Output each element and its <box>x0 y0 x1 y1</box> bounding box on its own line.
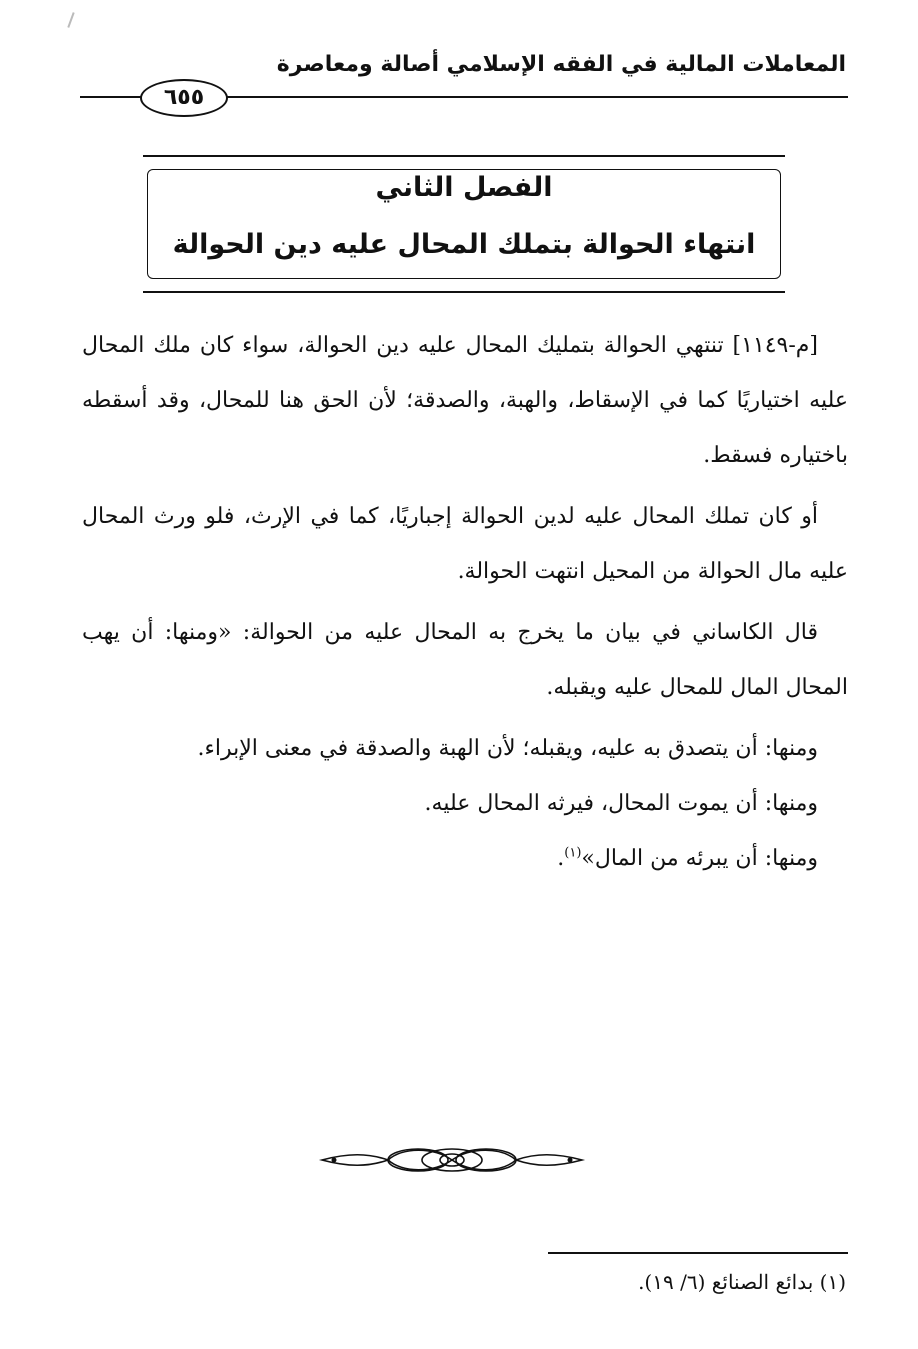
stray-pencil-mark <box>67 12 74 28</box>
chapter-title: انتهاء الحوالة بتملك المحال عليه دين الحوالة <box>172 229 756 260</box>
body-text <box>82 318 848 886</box>
quote-line: ومنها: أن يموت المحال، فيرثه المحال عليه. <box>424 791 818 816</box>
paragraph: قال الكاساني في بيان ما يخرج به المحال عليه من الحوالة: «ومنها: أن يهب المحال المال للمحال عليه ويقبله. <box>82 620 848 700</box>
chapter-label: الفصل الثاني <box>375 172 553 203</box>
footnote-ref: (١) <box>564 845 582 861</box>
running-header-title: المعاملات المالية في الفقه الإسلامي أصالة ومعاصرة <box>276 52 846 77</box>
footnote-separator <box>548 1252 848 1254</box>
chapter-heading-frame <box>143 155 785 293</box>
quote-last-period: . <box>557 846 565 871</box>
quote-line: ومنها: أن يتصدق به عليه، ويقبله؛ لأن الهبة والصدقة في معنى الإبراء. <box>197 736 818 761</box>
quote-last-text: ومنها: أن يبرئه من المال» <box>581 846 818 871</box>
footnote: (١) بدائع الصنائع (٦/ ١٩). <box>638 1270 846 1294</box>
decorative-ornament <box>318 1143 586 1177</box>
paragraph: [م-١١٤٩] تنتهي الحوالة بتمليك المحال عليه دين الحوالة، سواء كان ملك المحال عليه اختياريًا كما في الإسقاط، والهبة، والصدقة؛ لأن الحق هنا للمحال، وقد أسقطه باختياره فسقط. <box>82 333 848 468</box>
page-number: ٦٥٥ <box>140 79 228 117</box>
quote-line-last <box>82 831 848 886</box>
paragraph: أو كان تملك المحال عليه لدين الحوالة إجباريًا، كما في الإرث، فلو ورث المحال عليه مال الحوالة من المحيل انتهت الحوالة. <box>82 504 848 584</box>
